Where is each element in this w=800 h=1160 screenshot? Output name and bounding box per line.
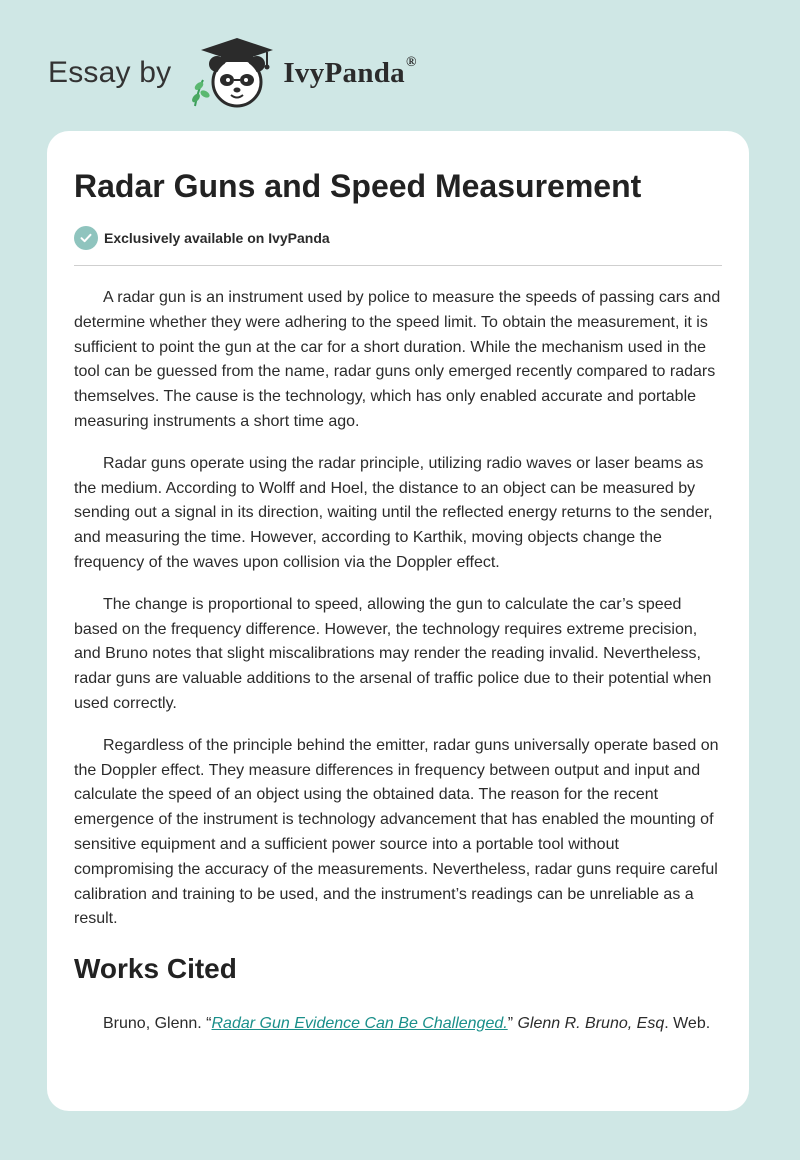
works-cited-heading: Works Cited <box>74 953 237 985</box>
page-title: Radar Guns and Speed Measurement <box>74 168 642 204</box>
citation-author: Bruno, Glenn. “ <box>103 1015 212 1033</box>
exclusive-badge <box>74 225 722 251</box>
body-paragraph: Radar guns operate using the radar principle, utilizing radio waves or laser beams as the medium. According to Wolff and Hoel, the distance to an object can be measured by sending out a signal in its direction, waiting until the reflected energy returns to the sender, and measuring the time. However, according to Karthik, moving objects change the frequency of the waves upon collision via the Doppler effect. <box>74 454 713 571</box>
divider <box>74 265 722 266</box>
exclusive-label: Exclusively available on IvyPanda <box>104 230 330 246</box>
registered-mark: ® <box>406 54 417 70</box>
citation-entry <box>74 1012 722 1037</box>
panda-graduate-logo-icon <box>187 36 277 110</box>
citation-publication: Glenn R. Bruno, Esq <box>517 1015 665 1033</box>
brand-name: IvyPanda® <box>283 54 417 89</box>
essay-by-label: Essay by <box>48 56 172 89</box>
site-header <box>48 36 417 110</box>
citation-link[interactable]: Radar Gun Evidence Can Be Challenged. <box>211 1015 508 1033</box>
body-paragraph: The change is proportional to speed, allowing the gun to calculate the car’s speed based on the frequency difference. However, the technology requires extreme precision, and Bruno notes that slight miscalibrations may render the reading invalid. Nevertheless, radar guns are valuable additions to the arsenal of traffic police due to their potential when used correctly. <box>74 595 712 712</box>
body-paragraph: Regardless of the principle behind the emitter, radar guns universally operate based on the Doppler effect. They measure differences in frequency between output and input and calculate the speed of an object using the obtained data. The reason for the recent emergence of the instrument is technology advancement that has enabled the mounting of sensitive equipment and a sufficient power source into a portable tool without compromising the accuracy of the measurements. Nevertheless, radar guns require careful calibration and training to be used, and the instrument’s readings can be unreliable as a result. <box>74 736 719 928</box>
citation-tail: . Web. <box>664 1015 711 1033</box>
body-paragraph: A radar gun is an instrument used by police to measure the speeds of passing cars and determine whether they were adhering to the speed limit. To obtain the measurement, it is sufficient to point the gun at the car for a short duration. While the mechanism used in the tool can be guessed from the name, radar guns only emerged recently compared to radars themselves. The cause is the technology, which has only enabled accurate and portable measuring instruments a short time ago. <box>74 289 721 430</box>
essay-card <box>47 131 749 1111</box>
checkmark-icon <box>74 226 98 250</box>
citation-quote-close: ” <box>507 1015 518 1033</box>
